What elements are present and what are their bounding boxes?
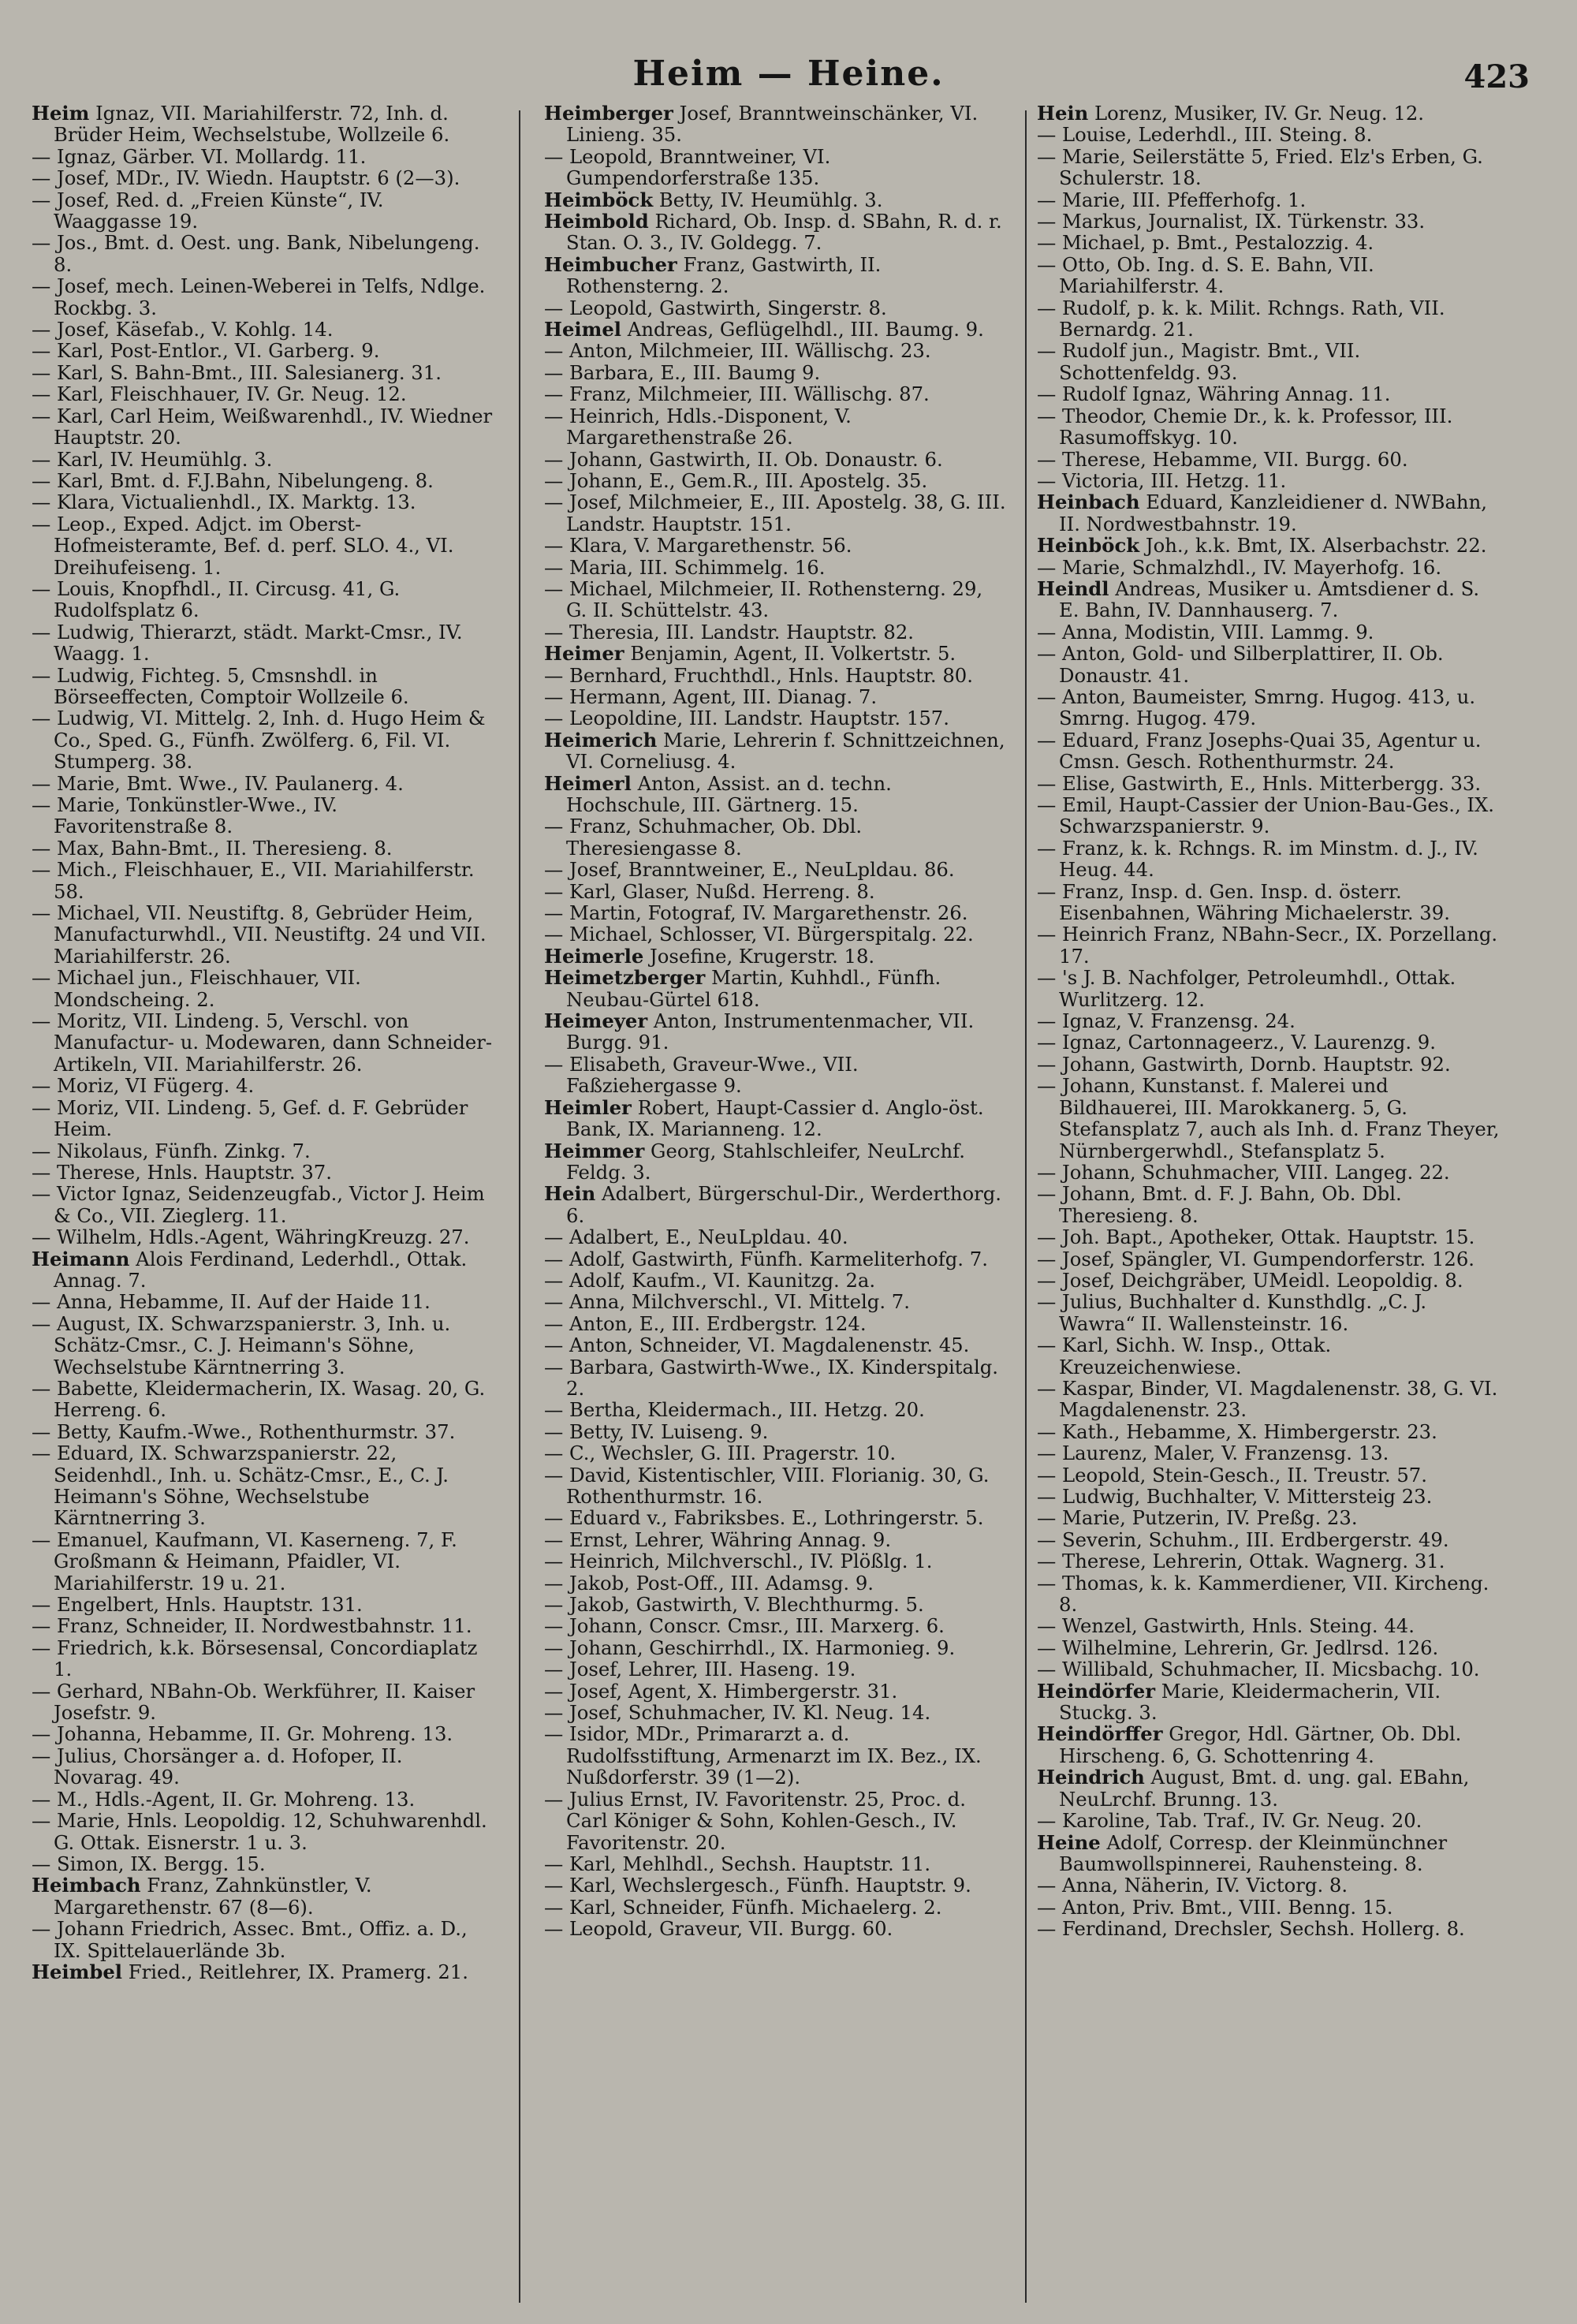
directory-entry: — Rudolf Ignaz, Währing Annag. 11.	[1037, 382, 1391, 406]
directory-entry: — Karl, Schneider, Fünfh. Michaelerg. 2.	[544, 1895, 942, 1919]
directory-entry: — Moriz, VI Fügerg. 4.	[32, 1074, 255, 1098]
directory-entry: — August, IX. Schwarzspanierstr. 3, Inh. u. Schätz-Cmsr., C. J. Heimann's Söhne, Wechselstube Kärntnerring 3.	[32, 1311, 451, 1378]
directory-entry: Heimeyer Anton, Instrumentenmacher, VII. Burgg. 91.	[544, 1009, 975, 1054]
directory-entry: — Josef, Deichgräber, UMeidl. Leopoldig. 8.	[1037, 1268, 1463, 1292]
directory-entry: — Marie, Tonkünstler-Wwe., IV. Favoritenstraße 8.	[32, 793, 338, 838]
entry-surname: Heimerl	[544, 771, 632, 795]
directory-entry: — Mich., Fleischhauer, E., VII. Mariahilferstr. 58.	[32, 858, 475, 903]
directory-entry: — Michael jun., Fleischhauer, VII. Mondscheing. 2.	[32, 966, 361, 1011]
directory-entry: — Anton, Priv. Bmt., VIII. Benng. 15.	[1037, 1895, 1393, 1919]
directory-entry: — Ignaz, Gärber. VI. Mollardg. 11.	[32, 144, 367, 168]
entry-surname: Hein	[1037, 103, 1089, 125]
directory-entry: Hein Adalbert, Bürgerschul-Dir., Werderthorg. 6.	[544, 1182, 1001, 1227]
directory-entry: — Leopoldine, III. Landstr. Hauptstr. 157.	[544, 707, 949, 730]
directory-entry: — Ernst, Lehrer, Währing Annag. 9.	[544, 1528, 892, 1551]
directory-entry: — Gerhard, NBahn-Ob. Werkführer, II. Kaiser Josefstr. 9.	[32, 1679, 475, 1725]
directory-column-3	[1037, 103, 1502, 2311]
directory-entry: — Karl, S. Bahn-Bmt., III. Salesianerg. 31.	[32, 360, 442, 384]
directory-entry: — Johann, Kunstanst. f. Malerei und Bildhauerei, III. Marokkanerg. 5, G. Stefansplatz 7, auch als Inh. d. Franz Theyer, Nürnbergerwhdl., Stefansplatz 5.	[1037, 1074, 1500, 1162]
directory-entry: — Max, Bahn-Bmt., II. Theresieng. 8.	[32, 836, 393, 860]
directory-entry: — C., Wechsler, G. III. Pragerstr. 10.	[544, 1442, 897, 1465]
directory-entry: Heimel Andreas, Geflügelhdl., III. Baumg. 9.	[544, 318, 984, 341]
directory-entry: — Heinrich, Hdls.-Disponent, V. Margarethenstraße 26.	[544, 404, 852, 450]
column-divider	[519, 110, 520, 2303]
directory-entry: — Heinrich, Milchverschl., IV. Plößlg. 1.	[544, 1550, 933, 1573]
directory-entry: — Anton, Milchmeier, III. Wällischg. 23.	[544, 339, 931, 363]
directory-entry: — Ludwig, Buchhalter, V. Mittersteig 23.	[1037, 1485, 1433, 1508]
directory-entry: — Emanuel, Kaufmann, VI. Kaserneng. 7, F. Großmann & Heimann, Pfaidler, VI. Mariahilferstr. 19 u. 21.	[32, 1528, 457, 1595]
directory-entry: Heimer Benjamin, Agent, II. Volkertstr. 5.	[544, 642, 956, 666]
directory-entry: — Ignaz, Cartonnageerz., V. Laurenzg. 9.	[1037, 1031, 1436, 1054]
directory-entry: — Michael, VII. Neustiftg. 8, Gebrüder Heim, Manufacturwhdl., VII. Neustiftg. 24 und VII. Mariahilferstr. 26.	[32, 901, 487, 968]
directory-entry: — Anna, Milchverschl., VI. Mittelg. 7.	[544, 1290, 910, 1314]
directory-entry: — Barbara, E., III. Baumg 9.	[544, 360, 821, 384]
directory-entry: Heimetzberger Martin, Kuhhdl., Fünfh. Neubau-Gürtel 618.	[544, 966, 941, 1011]
directory-entry: — Markus, Journalist, IX. Türkenstr. 33.	[1037, 210, 1426, 233]
directory-entry: — Michael, p. Bmt., Pestalozzig. 4.	[1037, 231, 1374, 255]
entry-surname: Heimeyer	[544, 1009, 648, 1033]
directory-entry: — Ludwig, VI. Mittelg. 2, Inh. d. Hugo Heim & Co., Sped. G., Fünfh. Zwölferg. 6, Fil. VI. Stumperg. 38.	[32, 707, 486, 774]
entry-surname: Heim	[32, 103, 90, 125]
directory-entry: Heindl Andreas, Musiker u. Amtsdiener d. S. E. Bahn, IV. Dannhauserg. 7.	[1037, 576, 1480, 622]
directory-entry: — Klara, V. Margarethenstr. 56.	[544, 534, 852, 558]
directory-entry: Heimerich Marie, Lehrerin f. Schnittzeichnen, VI. Corneliusg. 4.	[544, 728, 1005, 774]
directory-entry: Heimerle Josefine, Krugerstr. 18.	[544, 944, 875, 968]
directory-entry: — Anna, Hebamme, II. Auf der Haide 11.	[32, 1290, 431, 1314]
directory-entry: — Josef, MDr., IV. Wiedn. Hauptstr. 6 (2—3).	[32, 166, 460, 190]
directory-entry: — Marie, Schmalzhdl., IV. Mayerhofg. 16.	[1037, 555, 1442, 579]
directory-entry: — Karl, Sichh. W. Insp., Ottak. Kreuzeichenwiese.	[1037, 1334, 1332, 1378]
directory-entry: — Isidor, MDr., Primararzt a. d. Rudolfsstiftung, Armenarzt im IX. Bez., IX. Nußdorferstr. 39 (1—2).	[544, 1722, 982, 1789]
directory-entry: — Johanna, Hebamme, II. Gr. Mohreng. 13.	[32, 1722, 453, 1746]
directory-entry: — Heinrich Franz, NBahn-Secr., IX. Porzellang. 17.	[1037, 923, 1498, 968]
directory-entry: — Louise, Lederhdl., III. Steing. 8.	[1037, 123, 1373, 147]
directory-entry: — Leopold, Branntweiner, VI. Gumpendorferstraße 135.	[544, 144, 831, 190]
directory-entry: — Betty, Kaufm.-Wwe., Rothenthurmstr. 37.	[32, 1419, 456, 1443]
directory-entry: — Jakob, Post-Off., III. Adamsg. 9.	[544, 1571, 874, 1595]
directory-entry: — Simon, IX. Bergg. 15.	[32, 1852, 266, 1875]
directory-entry: — Marie, Putzerin, IV. Preßg. 23.	[1037, 1506, 1358, 1530]
directory-entry: — Betty, IV. Luiseng. 9.	[544, 1419, 769, 1443]
directory-entry: Heimbach Franz, Zahnkünstler, V. Margarethenstr. 67 (8—6).	[32, 1874, 372, 1919]
entry-surname: Heimel	[544, 318, 622, 341]
directory-entry: — Hermann, Agent, III. Dianag. 7.	[544, 685, 878, 708]
entry-surname: Heindl	[1037, 576, 1109, 600]
directory-entry: Heimann Alois Ferdinand, Lederhdl., Ottak. Annag. 7.	[32, 1247, 468, 1292]
entry-surname: Heimbach	[32, 1874, 141, 1897]
directory-entry: — Josef, Schuhmacher, IV. Kl. Neug. 14.	[544, 1701, 931, 1725]
directory-entry: — Wilhelm, Hdls.-Agent, WähringKreuzg. 27.	[32, 1225, 470, 1249]
entry-surname: Heimbucher	[544, 252, 677, 276]
directory-entry: Heindörfer Marie, Kleidermacherin, VII. Stuckg. 3.	[1037, 1679, 1441, 1725]
directory-entry: — Karl, Glaser, Nußd. Herreng. 8.	[544, 879, 875, 903]
directory-entry: Heimbold Richard, Ob. Insp. d. SBahn, R. d. r. Stan. O. 3., IV. Goldegg. 7.	[544, 210, 1002, 255]
entry-surname: Heindörfer	[1037, 1679, 1156, 1703]
directory-entry: — Eduard, Franz Josephs-Quai 35, Agentur u. Cmsn. Gesch. Rothenthurmstr. 24.	[1037, 728, 1482, 774]
directory-entry: — Kath., Hebamme, X. Himbergerstr. 23.	[1037, 1419, 1437, 1443]
directory-entry: — Michael, Schlosser, VI. Bürgerspitalg. 22.	[544, 923, 974, 946]
directory-entry: — Willibald, Schuhmacher, II. Micsbachg. 10.	[1037, 1658, 1480, 1681]
directory-entry: — Babette, Kleidermacherin, IX. Wasag. 20, G. Herreng. 6.	[32, 1376, 486, 1422]
entry-surname: Heine	[1037, 1830, 1101, 1854]
directory-entry: — Karl, Mehlhdl., Sechsh. Hauptstr. 11.	[544, 1852, 931, 1875]
directory-entry: — Barbara, Gastwirth-Wwe., IX. Kinderspitalg. 2.	[544, 1355, 999, 1400]
directory-entry: — Julius, Chorsänger a. d. Hofoper, II. Novarag. 49.	[32, 1744, 403, 1789]
directory-entry: — Josef, Spängler, VI. Gumpendorferstr. 126.	[1037, 1247, 1475, 1270]
directory-entry: — Josef, Agent, X. Himbergerstr. 31.	[544, 1679, 898, 1703]
entry-surname: Heindrich	[1037, 1766, 1145, 1789]
directory-entry: — Franz, Insp. d. Gen. Insp. d. österr. Eisenbahnen, Währing Michaelerstr. 39.	[1037, 879, 1450, 925]
directory-entry: — Eduard v., Fabriksbes. E., Lothringerstr. 5.	[544, 1506, 984, 1530]
directory-entry: — Johann, Geschirrhdl., IX. Harmonieg. 9.	[544, 1636, 956, 1659]
directory-entry: — Rudolf, p. k. k. Milit. Rchngs. Rath, VII. Bernardg. 21.	[1037, 296, 1445, 341]
entry-surname: Heimer	[544, 642, 624, 666]
entry-surname: Heimberger	[544, 103, 673, 125]
directory-entry: — Karl, Carl Heim, Weißwarenhdl., IV. Wiedner Hauptstr. 20.	[32, 404, 493, 450]
directory-entry: Hein Lorenz, Musiker, IV. Gr. Neug. 12.	[1037, 103, 1425, 125]
entry-surname: Heindörffer	[1037, 1722, 1163, 1746]
directory-entry: — Anton, Gold- und Silberplattirer, II. Ob. Donaustr. 41.	[1037, 642, 1444, 687]
entry-surname: Heimmer	[544, 1139, 645, 1162]
directory-entry: — Bernhard, Fruchthdl., Hnls. Hauptstr. 80.	[544, 663, 973, 687]
directory-entry: — Franz, k. k. Rchngs. R. im Minstm. d. J., IV. Heug. 44.	[1037, 836, 1478, 882]
directory-entry: — 's J. B. Nachfolger, Petroleumhdl., Ottak. Wurlitzerg. 12.	[1037, 966, 1456, 1011]
directory-entry: — Ferdinand, Drechsler, Sechsh. Hollerg. 8.	[1037, 1917, 1465, 1941]
directory-entry: Heim Ignaz, VII. Mariahilferstr. 72, Inh. d. Brüder Heim, Wechselstube, Wollzeile 6.	[32, 103, 450, 147]
directory-entry: — Johann, Conscr. Cmsr., III. Marxerg. 6.	[544, 1614, 945, 1638]
directory-entry: — Elise, Gastwirth, E., Hnls. Mitterbergg. 33.	[1037, 771, 1482, 795]
entry-surname: Heimann	[32, 1247, 130, 1270]
entry-surname: Heimbold	[544, 210, 649, 233]
directory-entry: — Josef, Branntweiner, E., NeuLpldau. 86.	[544, 858, 955, 882]
directory-entry: — Josef, Red. d. „Freien Künste“, IV. Waaggasse 19.	[32, 188, 384, 233]
directory-entry: — Michael, Milchmeier, II. Rothensterng. 29, G. II. Schüttelstr. 43.	[544, 576, 983, 622]
directory-entry: — Johann, Gastwirth, II. Ob. Donaustr. 6.	[544, 447, 943, 471]
directory-entry: — Josef, mech. Leinen-Weberei in Telfs, Ndlge. Rockbg. 3.	[32, 274, 486, 319]
directory-entry: Heine Adolf, Corresp. der Kleinmünchner Baumwollspinnerei, Rauhensteing. 8.	[1037, 1830, 1448, 1875]
directory-entry: — Adalbert, E., NeuLpldau. 40.	[544, 1225, 848, 1249]
directory-entry: Heimböck Betty, IV. Heumühlg. 3.	[544, 188, 883, 211]
directory-entry: — Theodor, Chemie Dr., k. k. Professor, III. Rasumoffskyg. 10.	[1037, 404, 1453, 450]
directory-entry: — M., Hdls.-Agent, II. Gr. Mohreng. 13.	[32, 1787, 416, 1811]
directory-entry: — Johann, Schuhmacher, VIII. Langeg. 22.	[1037, 1160, 1450, 1184]
directory-entry: — Franz, Schneider, II. Nordwestbahnstr. 11.	[32, 1614, 472, 1638]
directory-entry: — Elisabeth, Graveur-Wwe., VII. Faßziehergasse 9.	[544, 1052, 859, 1098]
directory-entry: — Bertha, Kleidermach., III. Hetzg. 20.	[544, 1398, 925, 1422]
directory-entry: — Louis, Knopfhdl., II. Circusg. 41, G. Rudolfsplatz 6.	[32, 576, 401, 622]
directory-entry: — David, Kistentischler, VIII. Florianig. 30, G. Rothenthurmstr. 16.	[544, 1463, 990, 1508]
directory-entry: — Victor Ignaz, Seidenzeugfab., Victor J. Heim & Co., VII. Zieglerg. 11.	[32, 1182, 485, 1227]
directory-entry: Heimberger Josef, Branntweinschänker, VI. Linieng. 35.	[544, 103, 979, 147]
directory-entry: — Severin, Schuhm., III. Erdbergerstr. 49.	[1037, 1528, 1449, 1551]
directory-entry: — Thomas, k. k. Kammerdiener, VII. Kircheng. 8.	[1037, 1571, 1489, 1617]
page-number: 423	[1463, 58, 1530, 95]
directory-entry: — Kaspar, Binder, VI. Magdalenenstr. 38, G. VI. Magdalenenstr. 23.	[1037, 1376, 1498, 1422]
page-header	[47, 47, 1530, 103]
directory-entry: Heindörffer Gregor, Hdl. Gärtner, Ob. Dbl. Hirscheng. 6, G. Schottenring 4.	[1037, 1722, 1462, 1767]
directory-entry: — Leopold, Graveur, VII. Burgg. 60.	[544, 1917, 893, 1941]
directory-entry: — Josef, Milchmeier, E., III. Apostelg. 38, G. III. Landstr. Hauptstr. 151.	[544, 491, 1006, 535]
page-title: Heim — Heine.	[632, 54, 945, 94]
directory-entry: — Karl, IV. Heumühlg. 3.	[32, 447, 273, 471]
directory-entry: — Joh. Bapt., Apotheker, Ottak. Hauptstr. 15.	[1037, 1225, 1475, 1249]
directory-entry: Heimler Robert, Haupt-Cassier d. Anglo-öst. Bank, IX. Marianneng. 12.	[544, 1095, 984, 1141]
directory-entry: — Therese, Hnls. Hauptstr. 37.	[32, 1160, 332, 1184]
directory-entry: Heindrich August, Bmt. d. ung. gal. EBahn, NeuLrchf. Brunng. 13.	[1037, 1766, 1470, 1811]
directory-entry: — Johann, E., Gem.R., III. Apostelg. 35.	[544, 468, 928, 492]
directory-entry: — Ignaz, V. Franzensg. 24.	[1037, 1009, 1296, 1033]
directory-entry: — Julius Ernst, IV. Favoritenstr. 25, Proc. d. Carl Königer & Sohn, Kohlen-Gesch., IV. Favoritenstr. 20.	[544, 1787, 966, 1854]
entry-surname: Heinböck	[1037, 534, 1140, 558]
directory-entry: — Ludwig, Thierarzt, städt. Markt-Cmsr., IV. Waagg. 1.	[32, 620, 463, 666]
directory-entry: — Marie, Bmt. Wwe., IV. Paulanerg. 4.	[32, 771, 404, 795]
directory-entry: — Anna, Modistin, VIII. Lammg. 9.	[1037, 620, 1374, 643]
directory-entry: — Karl, Wechslergesch., Fünfh. Hauptstr. 9.	[544, 1874, 971, 1897]
entry-surname: Heimetzberger	[544, 966, 706, 990]
directory-entry: — Leopold, Stein-Gesch., II. Treustr. 57.	[1037, 1463, 1427, 1487]
directory-entry: Heinbach Eduard, Kanzleidiener d. NWBahn, II. Nordwestbahnstr. 19.	[1037, 491, 1487, 535]
entry-surname: Hein	[544, 1182, 596, 1206]
directory-entry: — Karl, Bmt. d. F.J.Bahn, Nibelungeng. 8.	[32, 468, 434, 492]
directory-entry: — Martin, Fotograf, IV. Margarethenstr. 26.	[544, 901, 968, 925]
directory-entry: — Rudolf jun., Magistr. Bmt., VII. Schottenfeldg. 93.	[1037, 339, 1361, 384]
directory-entry: — Adolf, Kaufm., VI. Kaunitzg. 2a.	[544, 1268, 876, 1292]
directory-entry: — Jos., Bmt. d. Oest. ung. Bank, Nibelungeng. 8.	[32, 231, 480, 276]
directory-entry: — Marie, Seilerstätte 5, Fried. Elz's Erben, G. Schulerstr. 18.	[1037, 144, 1483, 190]
directory-entry: — Therese, Hebamme, VII. Burgg. 60.	[1037, 447, 1408, 471]
directory-entry: — Therese, Lehrerin, Ottak. Wagnerg. 31.	[1037, 1550, 1445, 1573]
directory-entry: — Johann, Gastwirth, Dornb. Hauptstr. 92.	[1037, 1052, 1451, 1076]
directory-entry: — Engelbert, Hnls. Hauptstr. 131.	[32, 1593, 363, 1617]
directory-entry: — Karl, Post-Entlor., VI. Garberg. 9.	[32, 339, 380, 363]
directory-column-2	[544, 103, 1009, 2311]
directory-entry: — Otto, Ob. Ing. d. S. E. Bahn, VII. Mariahilferstr. 4.	[1037, 252, 1374, 298]
directory-entry: — Karl, Fleischhauer, IV. Gr. Neug. 12.	[32, 382, 407, 406]
directory-entry: Heinböck Joh., k.k. Bmt, IX. Alserbachstr. 22.	[1037, 534, 1487, 558]
directory-entry: Heimmer Georg, Stahlschleifer, NeuLrchf. Feldg. 3.	[544, 1139, 965, 1184]
directory-entry: — Franz, Milchmeier, III. Wällischg. 87.	[544, 382, 930, 406]
directory-entry: — Moritz, VII. Lindeng. 5, Verschl. von Manufactur- u. Modewaren, dann Schneider-Artikeln, VII. Mariahilferstr. 26.	[32, 1009, 493, 1076]
directory-entry: Heimbel Fried., Reitlehrer, IX. Pramerg. 21.	[32, 1960, 468, 1983]
directory-entry: — Emil, Haupt-Cassier der Union-Bau-Ges., IX. Schwarzspanierstr. 9.	[1037, 793, 1495, 838]
directory-entry: — Marie, III. Pfefferhofg. 1.	[1037, 188, 1307, 211]
entry-surname: Heimböck	[544, 188, 654, 211]
directory-entry: — Karoline, Tab. Traf., IV. Gr. Neug. 20.	[1037, 1809, 1422, 1833]
directory-entry: — Moriz, VII. Lindeng. 5, Gef. d. F. Gebrüder Heim.	[32, 1095, 468, 1141]
entry-surname: Heimler	[544, 1095, 632, 1119]
directory-entry: — Eduard, IX. Schwarzspanierstr. 22, Seidenhdl., Inh. u. Schätz-Cmsr., E., C. J. Heimann's Söhne, Wechselstube Kärntnerring 3.	[32, 1442, 449, 1530]
directory-entry: — Adolf, Gastwirth, Fünfh. Karmeliterhofg. 7.	[544, 1247, 988, 1270]
directory-entry: — Jakob, Gastwirth, V. Blechthurmg. 5.	[544, 1593, 924, 1617]
directory-entry: — Josef, Lehrer, III. Haseng. 19.	[544, 1658, 856, 1681]
directory-entry: — Johann Friedrich, Assec. Bmt., Offiz. a. D., IX. Spittelauerlände 3b.	[32, 1917, 468, 1962]
directory-entry: Heimerl Anton, Assist. an d. techn. Hochschule, III. Gärtnerg. 15.	[544, 771, 892, 816]
directory-entry: — Maria, III. Schimmelg. 16.	[544, 555, 826, 579]
directory-entry: — Marie, Hnls. Leopoldig. 12, Schuhwarenhdl. G. Ottak. Eisnerstr. 1 u. 3.	[32, 1809, 487, 1854]
directory-entry: — Franz, Schuhmacher, Ob. Dbl. Theresiengasse 8.	[544, 815, 863, 860]
directory-entry: — Anton, E., III. Erdbergstr. 124.	[544, 1311, 867, 1335]
entry-surname: Heimerle	[544, 944, 644, 968]
directory-entry: — Johann, Bmt. d. F. J. Bahn, Ob. Dbl. Theresieng. 8.	[1037, 1182, 1402, 1227]
directory-entry: — Julius, Buchhalter d. Kunsthdlg. „C. J. Wawra“ II. Wallensteinstr. 16.	[1037, 1290, 1427, 1335]
directory-entry: — Anna, Näherin, IV. Victorg. 8.	[1037, 1874, 1348, 1897]
directory-entry: — Wenzel, Gastwirth, Hnls. Steing. 44.	[1037, 1614, 1415, 1638]
directory-entry: — Klara, Victualienhdl., IX. Marktg. 13.	[32, 491, 416, 514]
directory-entry: — Ludwig, Fichteg. 5, Cmsnshdl. in Börseeffecten, Comptoir Wollzeile 6.	[32, 663, 409, 708]
directory-entry: — Anton, Schneider, VI. Magdalenenstr. 45.	[544, 1334, 970, 1357]
directory-entry: — Leopold, Gastwirth, Singerstr. 8.	[544, 296, 887, 319]
column-divider	[1025, 110, 1027, 2303]
directory-entry: — Josef, Käsefab., V. Kohlg. 14.	[32, 318, 334, 341]
entry-surname: Heimbel	[32, 1960, 123, 1983]
directory-entry: — Anton, Baumeister, Smrng. Hugog. 413, u. Smrng. Hugog. 479.	[1037, 685, 1476, 730]
directory-column-1	[32, 103, 497, 2311]
directory-entry: — Laurenz, Maler, V. Franzensg. 13.	[1037, 1442, 1389, 1465]
directory-entry: — Theresia, III. Landstr. Hauptstr. 82.	[544, 620, 915, 643]
directory-entry: — Leop., Exped. Adjct. im Oberst-Hofmeisteramte, Bef. d. perf. SLO. 4., VI. Dreihufeiseng. 1.	[32, 512, 454, 579]
directory-entry: — Wilhelmine, Lehrerin, Gr. Jedlrsd. 126.	[1037, 1636, 1439, 1659]
directory-entry: — Nikolaus, Fünfh. Zinkg. 7.	[32, 1139, 311, 1162]
entry-surname: Heimerich	[544, 728, 658, 752]
entry-surname: Heinbach	[1037, 491, 1140, 514]
directory-entry: — Victoria, III. Hetzg. 11.	[1037, 468, 1287, 492]
directory-entry: — Friedrich, k.k. Börsesensal, Concordiaplatz 1.	[32, 1636, 478, 1681]
directory-entry: Heimbucher Franz, Gastwirth, II. Rothensterng. 2.	[544, 252, 882, 298]
